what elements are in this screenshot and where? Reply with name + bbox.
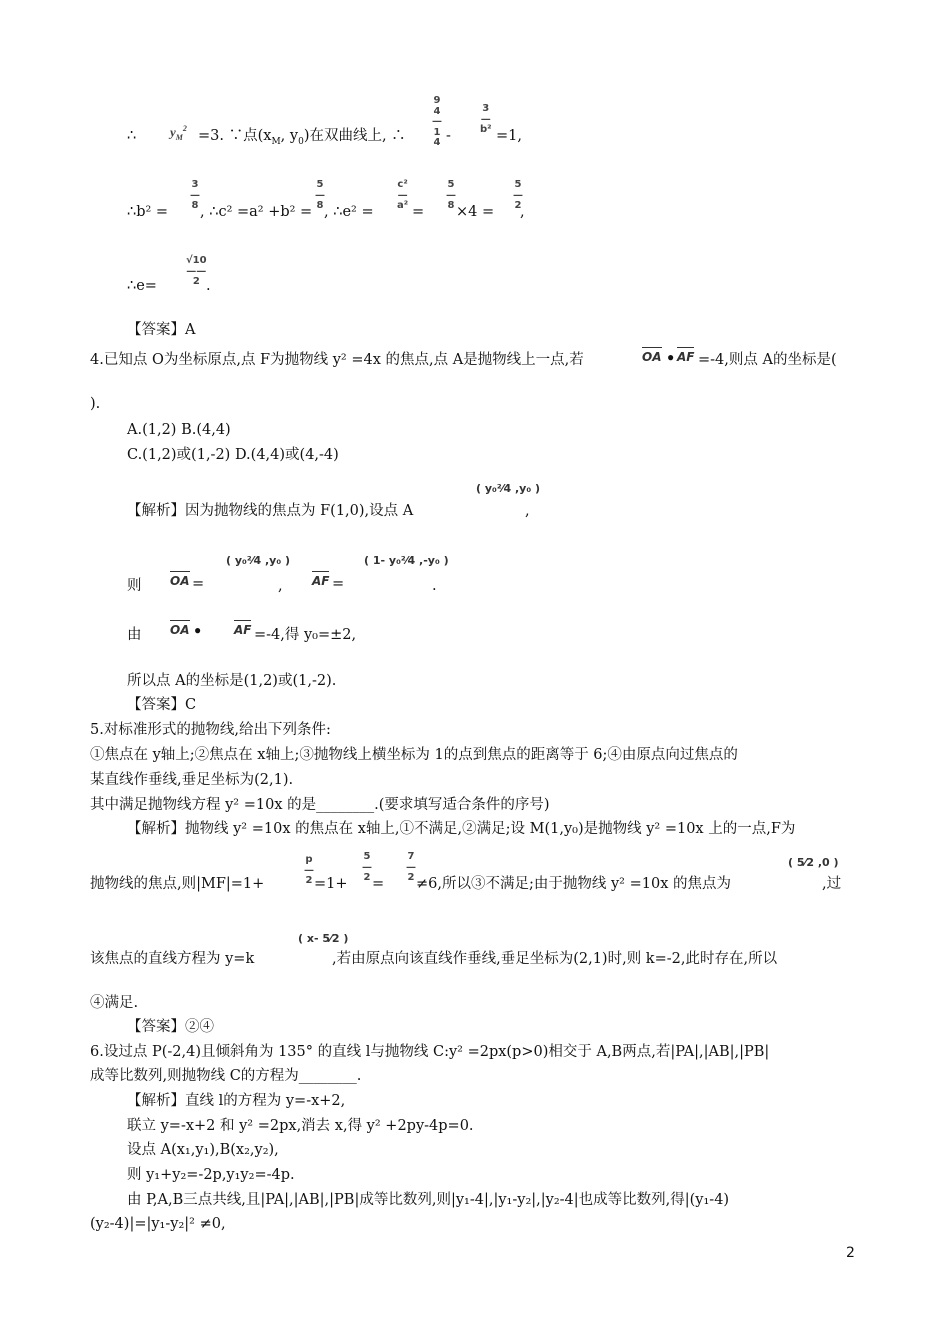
fraction-3-over-b2: 3 — b²: [480, 103, 492, 135]
equals-sign: =: [372, 876, 385, 892]
vector-OA: OA: [642, 350, 662, 364]
option-A-B: A.(1,2) B.(4,4): [127, 422, 231, 438]
vector-OA-coords: ( y₀²⁄4 ,y₀ ): [226, 554, 291, 567]
question-6-a: 6.设过点 P(-2,4)且倾斜角为 135° 的直线 l与抛物线 C:y² =2px(p>0)相交于 A,B两点,若|PA|,|AB|,|PB|: [90, 1044, 770, 1060]
period: .: [432, 578, 437, 594]
line-equation-factor: ( x- 5⁄2 ): [298, 932, 349, 945]
question-4-end: =-4,则点 A的坐标是(: [698, 352, 837, 368]
point-A-coords: ( y₀²⁄4 ,y₀ ): [476, 482, 541, 495]
question-5-conditions-2: 某直线作垂线,垂足坐标为(2,1).: [90, 772, 294, 788]
equals-sign: =: [412, 204, 425, 220]
line-2-c2: , ∴c² =a² +b² =: [200, 204, 313, 220]
answer-5: 【答案】②④: [127, 1019, 214, 1035]
question-6-b: 成等比数列,则抛物线 C的方程为________.: [90, 1068, 362, 1084]
page-number: 2: [846, 1245, 855, 1261]
option-C-D: C.(1,2)或(1,-2) D.(4,4)或(4,-4): [127, 447, 339, 463]
line-1-end: =1,: [496, 128, 522, 144]
vector-AF-coords: ( 1- y₀²⁄4 ,-y₀ ): [364, 554, 449, 567]
fraction-9-4-over-1-4: 9 4 — 1 4: [432, 95, 442, 148]
solution-5-b1: 抛物线的焦点,则|MF|=1+: [90, 876, 265, 892]
vector-AF: AF: [677, 350, 695, 364]
fraction-sqrt10-2: √10 —— 2: [186, 255, 207, 287]
question-5: 5.对标准形式的抛物线,给出下列条件:: [90, 722, 331, 738]
fraction-c2-a2: c² — a²: [397, 179, 409, 211]
solution-6-d: 则 y₁+y₂=-2p,y₁y₂=-4p.: [127, 1167, 295, 1183]
dot-product: •: [193, 623, 203, 640]
solution-6-f: (y₂-4)|=|y₁-y₂|² ≠0,: [90, 1216, 226, 1232]
comma: ,: [278, 578, 283, 594]
solution-5-b2: =1+: [314, 876, 348, 892]
line-2-b2: ∴b² =: [127, 204, 169, 220]
fraction-5-8-a: 5 — 8: [315, 179, 325, 211]
solution-6-a: 【解析】直线 l的方程为 y=-x+2,: [127, 1093, 346, 1109]
dot-product: •: [666, 350, 676, 367]
question-4: 4.已知点 O为坐标原点,点 F为抛物线 y² =4x 的焦点,点 A是抛物线上一点,若: [90, 352, 584, 368]
line-3-e: ∴e=: [127, 278, 157, 294]
solution-6-b: 联立 y=-x+2 和 y² =2px,消去 x,得 y² +2py-4p=0.: [127, 1118, 474, 1134]
comma: ,: [525, 503, 530, 519]
solution-5-b4: ≠6,所以③不满足;由于抛物线 y² =10x 的焦点为: [416, 876, 731, 892]
period: .: [206, 278, 211, 294]
fraction-5-8-b: 5 — 8: [446, 179, 456, 211]
fraction-7-2: 7 — 2: [406, 851, 416, 883]
solution-6-c: 设点 A(x₁,y₁),B(x₂,y₂),: [127, 1142, 279, 1158]
answer-3: 【答案】A: [127, 322, 196, 338]
comma: ,: [520, 204, 525, 220]
equals-sign: =: [192, 576, 205, 592]
solution-4-c: =-4,得 y₀=±2,: [254, 627, 357, 643]
question-5-conditions-1: ①焦点在 y轴上;②焦点在 x轴上;③抛物线上横坐标为 1的点到焦点的距离等于 6;④由原点向过焦点的: [90, 747, 738, 763]
fraction-5-2: 5 — 2: [513, 179, 523, 211]
equals-sign: =: [332, 576, 345, 592]
solution-4-a: 【解析】因为抛物线的焦点为 F(1,0),设点 A: [127, 503, 414, 519]
fraction-5-2-b: 5 — 2: [362, 851, 372, 883]
solution-5-c2: ,若由原点向该直线作垂线,垂足坐标为(2,1)时,则 k=-2,此时存在,所以: [332, 951, 778, 967]
solution-4-d: 所以点 A的坐标是(1,2)或(1,-2).: [127, 673, 337, 689]
solution-5-b5: ,过: [822, 876, 842, 892]
solution-5-a: 【解析】抛物线 y² =10x 的焦点在 x轴上,①不满足,②满足;设 M(1,y₀)是抛物线 y² =10x 上的一点,F为: [127, 821, 796, 837]
by: 由: [127, 627, 142, 643]
solution-5-d: ④满足.: [90, 995, 139, 1011]
times-4: ×4 =: [456, 204, 495, 220]
vector-OA: OA: [170, 623, 190, 637]
question-4-close: ).: [90, 396, 101, 412]
line-1-therefore: ∴: [127, 128, 137, 144]
solution-6-e: 由 P,A,B三点共线,且|PA|,|AB|,|PB|成等比数列,则|y₁-4|,|y₁-y₂|,|y₂-4|也成等比数列,得|(y₁-4): [127, 1192, 730, 1208]
line-2-e2: , ∴e² =: [324, 204, 374, 220]
y-M-squared: $y_M^2$: [170, 124, 187, 142]
focus-coords: ( 5⁄2 ,0 ): [788, 856, 839, 869]
fraction-3-8: 3 — 8: [190, 179, 200, 211]
line-1-text-a: =3. ∵点($x_M$, $y_0$)在双曲线上, ∴: [198, 128, 406, 147]
question-5-prompt: 其中满足抛物线方程 y² =10x 的是________.(要求填写适合条件的序号): [90, 797, 550, 813]
fraction-p-2: p — 2: [304, 854, 314, 886]
then: 则: [127, 578, 142, 594]
vector-AF: AF: [312, 574, 330, 588]
answer-4: 【答案】C: [127, 697, 197, 713]
solution-5-c1: 该焦点的直线方程为 y=k: [90, 951, 255, 967]
vector-OA: OA: [170, 574, 190, 588]
vector-AF: AF: [234, 623, 252, 637]
